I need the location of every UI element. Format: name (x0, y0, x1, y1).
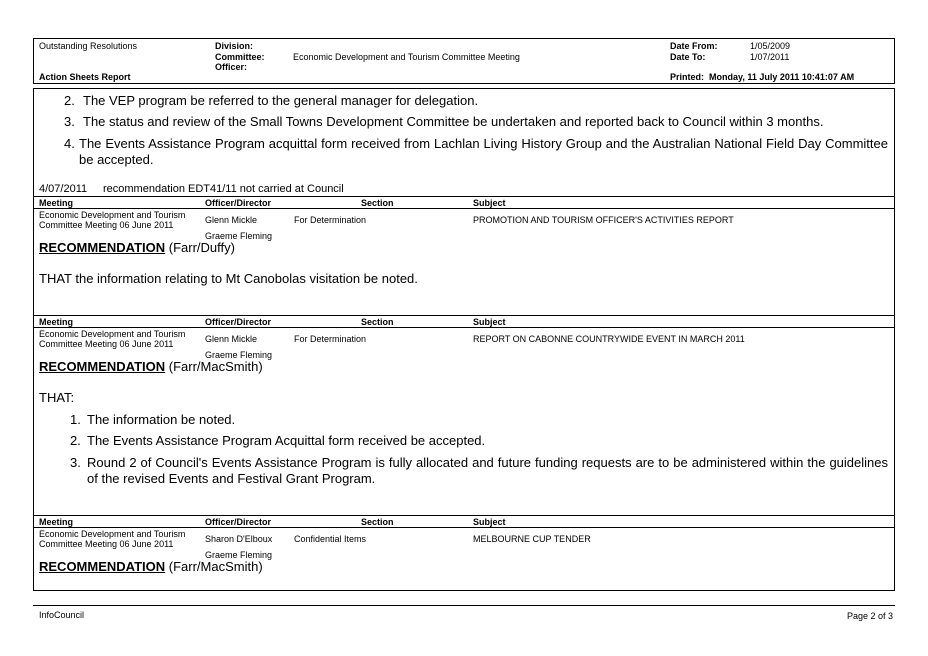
footer-system: InfoCouncil (39, 610, 85, 620)
item-number: 1. (70, 412, 81, 427)
date-to-value: 1/07/2011 (750, 52, 790, 62)
item-number: 3. (70, 455, 81, 470)
column-header-underline (33, 208, 895, 209)
footer-rule (33, 605, 895, 606)
director-name: Graeme Fleming (205, 231, 273, 241)
recommendation-movers: (Farr/Duffy) (168, 240, 235, 255)
meeting-line-2: Committee Meeting 06 June 2011 (39, 220, 174, 230)
director-name: Graeme Fleming (205, 550, 273, 560)
list-item (64, 114, 888, 132)
note-date: 4/07/2011 (39, 183, 88, 195)
officer-name: Sharon D'Elboux (205, 534, 273, 544)
column-header-officer: Officer/Director (205, 517, 272, 527)
column-header-officer: Officer/Director (205, 198, 272, 208)
column-header-section: Section (361, 517, 394, 527)
section-value: Confidential Items (294, 534, 367, 544)
list-item (64, 93, 888, 111)
item-text: The VEP program be referred to the general manager for delegation. (83, 93, 479, 108)
column-header-meeting: Meeting (39, 317, 74, 327)
item-text: The Events Assistance Program acquittal form received from Lachlan Living History Group and the Australian National Field Day Committee be accepted. (79, 136, 888, 167)
recommendation-heading (39, 359, 263, 374)
item-text: The Events Assistance Program Acquittal form received be accepted. (87, 433, 486, 448)
item-number: 2. (64, 93, 75, 108)
recommendation-that: THAT: (39, 390, 75, 405)
table-row-divider (33, 515, 895, 516)
column-header-subject: Subject (473, 517, 506, 527)
table-row-divider (33, 315, 895, 316)
section-value: For Determination (294, 334, 367, 344)
list-item (70, 412, 888, 430)
recommendation-movers: (Farr/MacSmith) (168, 359, 263, 374)
meeting-line-1: Economic Development and Tourism (39, 329, 186, 339)
list-item (70, 433, 888, 451)
officer-label: Officer: (215, 62, 248, 72)
date-from-label: Date From: (670, 41, 718, 51)
note-text: recommendation EDT41/11 not carried at Council (103, 183, 344, 195)
recommendation-heading (39, 240, 235, 255)
meeting-line-1: Economic Development and Tourism (39, 529, 186, 539)
column-header-subject: Subject (473, 198, 506, 208)
meeting-line-2: Committee Meeting 06 June 2011 (39, 539, 174, 549)
recommendation-body: THAT the information relating to Mt Canobolas visitation be noted. (39, 271, 418, 286)
recommendation-label: RECOMMENDATION (39, 359, 166, 374)
footer-page-number: Page 2 of 3 (847, 611, 894, 621)
officer-name: Glenn Mickle (205, 334, 258, 344)
date-to-label: Date To: (670, 52, 706, 62)
column-header-subject: Subject (473, 317, 506, 327)
printed-value: Monday, 11 July 2011 10:41:07 AM (709, 72, 855, 82)
list-item (70, 455, 888, 489)
date-from-value: 1/05/2009 (750, 41, 791, 51)
committee-label: Committee: (215, 52, 265, 62)
director-name: Graeme Fleming (205, 350, 273, 360)
item-text: The status and review of the Small Towns Development Committee be undertaken and reported back to Council within 3 months. (83, 114, 824, 129)
column-header-underline (33, 327, 895, 328)
column-header-underline (33, 527, 895, 528)
recommendation-label: RECOMMENDATION (39, 559, 166, 574)
recommendation-movers: (Farr/MacSmith) (168, 559, 263, 574)
subject-value: MELBOURNE CUP TENDER (473, 534, 591, 544)
table-row-divider (33, 196, 895, 197)
column-header-meeting: Meeting (39, 198, 74, 208)
column-header-section: Section (361, 317, 394, 327)
item-number: 2. (70, 433, 81, 448)
column-header-officer: Officer/Director (205, 317, 272, 327)
officer-name: Glenn Mickle (205, 215, 258, 225)
item-text: Round 2 of Council's Events Assistance Program is fully allocated and future funding requests are to be administered within the guidelines of the revised Events and Festival Grant Program. (87, 455, 888, 486)
meeting-line-1: Economic Development and Tourism (39, 210, 186, 220)
subject-value: REPORT ON CABONNE COUNTRYWIDE EVENT IN MARCH 2011 (473, 334, 745, 344)
meeting-line-2: Committee Meeting 06 June 2011 (39, 339, 174, 349)
column-header-section: Section (361, 198, 394, 208)
committee-value: Economic Development and Tourism Committee Meeting (293, 52, 520, 62)
recommendation-heading (39, 559, 263, 574)
report-name: Outstanding Resolutions (39, 41, 138, 51)
report-type: Action Sheets Report (39, 72, 131, 82)
column-header-meeting: Meeting (39, 517, 74, 527)
item-number: 3. (64, 114, 75, 129)
recommendation-label: RECOMMENDATION (39, 240, 166, 255)
item-number: 4. (64, 136, 75, 151)
item-text: The information be noted. (87, 412, 236, 427)
division-label: Division: (215, 41, 254, 51)
subject-value: PROMOTION AND TOURISM OFFICER'S ACTIVITIES REPORT (473, 215, 734, 225)
list-item (64, 136, 888, 170)
printed-label: Printed: (670, 72, 705, 82)
section-value: For Determination (294, 215, 367, 225)
